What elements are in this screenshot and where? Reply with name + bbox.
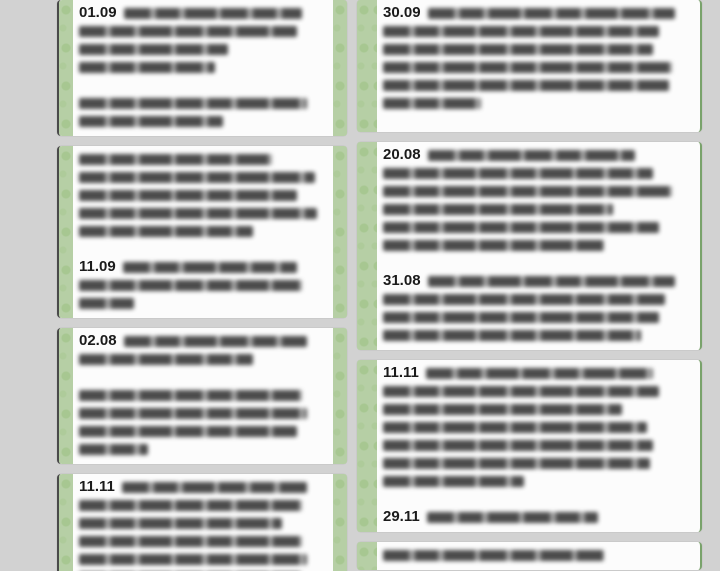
redaction-bar bbox=[79, 172, 315, 183]
diary-entry bbox=[79, 478, 327, 571]
redacted-text-line bbox=[79, 532, 302, 550]
redacted-text-line bbox=[79, 168, 315, 186]
redaction-bar bbox=[79, 226, 253, 237]
diary-note-card bbox=[57, 146, 347, 318]
redacted-text-line bbox=[79, 404, 307, 422]
redacted-text-line bbox=[383, 94, 481, 112]
redacted-text-line bbox=[79, 550, 307, 568]
entry-date: 30.09 bbox=[383, 4, 421, 21]
redaction-bar bbox=[383, 26, 659, 37]
redaction-bar bbox=[79, 62, 215, 73]
redacted-text-line bbox=[383, 326, 641, 344]
redaction-bar bbox=[79, 44, 228, 55]
redaction-bar bbox=[79, 554, 307, 565]
redacted-text-line bbox=[383, 182, 672, 200]
redaction-bar bbox=[79, 208, 317, 219]
diary-note-card bbox=[57, 0, 347, 136]
redaction-bar bbox=[122, 482, 307, 493]
diary-note-card bbox=[57, 328, 347, 464]
redaction-bar bbox=[79, 298, 134, 309]
redacted-text-line bbox=[383, 290, 665, 308]
redaction-bar bbox=[79, 500, 302, 511]
redaction-bar bbox=[383, 222, 659, 233]
redacted-text-line bbox=[383, 436, 653, 454]
redaction-bar bbox=[79, 390, 302, 401]
redacted-text-line bbox=[383, 272, 675, 290]
redaction-bar bbox=[428, 276, 675, 287]
diary-note-card bbox=[357, 142, 702, 350]
redacted-text-line bbox=[383, 472, 524, 490]
note-card-body bbox=[79, 474, 327, 571]
redaction-bar bbox=[79, 354, 253, 365]
redacted-text-line bbox=[79, 386, 302, 404]
entry-date: 01.09 bbox=[79, 4, 117, 21]
redacted-text-line bbox=[383, 508, 598, 526]
note-card-body bbox=[383, 542, 690, 570]
entry-date: 20.08 bbox=[383, 146, 421, 163]
redaction-bar bbox=[79, 444, 148, 455]
entry-date: 11.11 bbox=[383, 364, 419, 381]
redaction-bar bbox=[79, 154, 272, 165]
redacted-text-line bbox=[383, 218, 659, 236]
entry-date: 31.08 bbox=[383, 272, 421, 289]
diary-entry bbox=[383, 508, 690, 526]
redaction-bar bbox=[383, 168, 653, 179]
redacted-text-line bbox=[79, 276, 302, 294]
redacted-text-line bbox=[79, 58, 215, 76]
redaction-bar bbox=[79, 190, 297, 201]
diary-entry bbox=[79, 332, 327, 368]
note-card-body bbox=[79, 146, 327, 318]
redacted-text-line bbox=[383, 382, 659, 400]
note-card-body bbox=[79, 0, 327, 136]
redacted-text-line bbox=[79, 496, 302, 514]
redaction-bar bbox=[123, 262, 298, 273]
diary-note-card bbox=[357, 360, 702, 532]
diary-note-card bbox=[357, 542, 702, 570]
redacted-text-line bbox=[383, 40, 653, 58]
redacted-text-line bbox=[79, 112, 223, 130]
diary-note-card bbox=[357, 0, 702, 132]
redaction-bar bbox=[79, 408, 307, 419]
redaction-bar bbox=[383, 404, 622, 415]
redacted-text-line bbox=[79, 22, 297, 40]
notes-column-right bbox=[357, 0, 702, 571]
diary-entry bbox=[79, 94, 327, 130]
redacted-text-line bbox=[383, 418, 647, 436]
redaction-bar bbox=[383, 312, 659, 323]
redacted-text-line bbox=[383, 546, 604, 564]
entry-date: 11.09 bbox=[79, 258, 116, 275]
redacted-text-line bbox=[383, 400, 622, 418]
redacted-text-line bbox=[383, 4, 675, 22]
note-card-body bbox=[383, 360, 690, 532]
redaction-bar bbox=[383, 422, 647, 433]
redaction-bar bbox=[383, 80, 669, 91]
redacted-text-line bbox=[383, 308, 659, 326]
redaction-bar bbox=[383, 186, 672, 197]
redacted-text-line bbox=[383, 58, 672, 76]
redacted-text-line bbox=[383, 236, 604, 254]
redaction-bar bbox=[383, 386, 659, 397]
note-card-body bbox=[79, 328, 327, 464]
redacted-text-line bbox=[383, 454, 650, 472]
entry-date: 29.11 bbox=[383, 508, 420, 525]
redacted-text-line bbox=[79, 204, 317, 222]
redaction-bar bbox=[383, 440, 653, 451]
redacted-text-line bbox=[383, 76, 669, 94]
diary-entry bbox=[383, 546, 690, 564]
note-card-body bbox=[383, 0, 690, 118]
redacted-text-line bbox=[79, 222, 253, 240]
redacted-text-line bbox=[79, 4, 302, 22]
redacted-text-line bbox=[383, 146, 635, 164]
redaction-bar bbox=[79, 280, 302, 291]
diary-entry bbox=[79, 258, 327, 312]
redaction-bar bbox=[79, 536, 302, 547]
redaction-bar bbox=[428, 150, 635, 161]
redaction-bar bbox=[124, 336, 308, 347]
redacted-text-line bbox=[79, 478, 307, 496]
note-card-body bbox=[383, 142, 690, 350]
diary-entry bbox=[79, 150, 327, 240]
redaction-bar bbox=[383, 204, 613, 215]
redacted-text-line bbox=[79, 150, 272, 168]
redacted-text-line bbox=[79, 350, 253, 368]
redaction-bar bbox=[79, 98, 307, 109]
redacted-text-line bbox=[79, 40, 228, 58]
redaction-bar bbox=[79, 116, 223, 127]
redaction-bar bbox=[383, 294, 665, 305]
redaction-bar bbox=[383, 550, 604, 561]
redacted-text-line bbox=[79, 332, 307, 350]
redaction-bar bbox=[383, 240, 604, 251]
redacted-text-line bbox=[79, 186, 297, 204]
redaction-bar bbox=[79, 426, 297, 437]
redaction-bar bbox=[79, 518, 282, 529]
redaction-bar bbox=[383, 330, 641, 341]
redacted-text-line bbox=[79, 258, 297, 276]
diary-note-card bbox=[57, 474, 347, 571]
redaction-bar bbox=[427, 512, 598, 523]
diary-entry bbox=[383, 146, 690, 254]
redacted-text-line bbox=[383, 364, 653, 382]
redacted-text-line bbox=[383, 164, 653, 182]
redaction-bar bbox=[428, 8, 675, 19]
redacted-text-line bbox=[383, 22, 659, 40]
redacted-text-line bbox=[79, 422, 297, 440]
diary-entry bbox=[79, 4, 327, 76]
redaction-bar bbox=[383, 62, 672, 73]
diary-entry bbox=[79, 386, 327, 458]
redaction-bar bbox=[383, 98, 481, 109]
redacted-text-line bbox=[383, 200, 613, 218]
redaction-bar bbox=[124, 8, 303, 19]
redaction-bar bbox=[383, 458, 650, 469]
redacted-text-line bbox=[79, 514, 282, 532]
diary-entry bbox=[383, 4, 690, 112]
redaction-bar bbox=[383, 476, 524, 487]
entry-date: 11.11 bbox=[79, 478, 115, 495]
redaction-bar bbox=[79, 26, 297, 37]
diary-entry bbox=[383, 364, 690, 490]
notes-column-left bbox=[57, 0, 347, 571]
redacted-text-line bbox=[79, 440, 148, 458]
redaction-bar bbox=[383, 44, 653, 55]
diary-entry bbox=[383, 272, 690, 344]
entry-date: 02.08 bbox=[79, 332, 117, 349]
redaction-bar bbox=[426, 368, 653, 379]
redacted-text-line bbox=[79, 294, 134, 312]
redacted-text-line bbox=[79, 94, 307, 112]
